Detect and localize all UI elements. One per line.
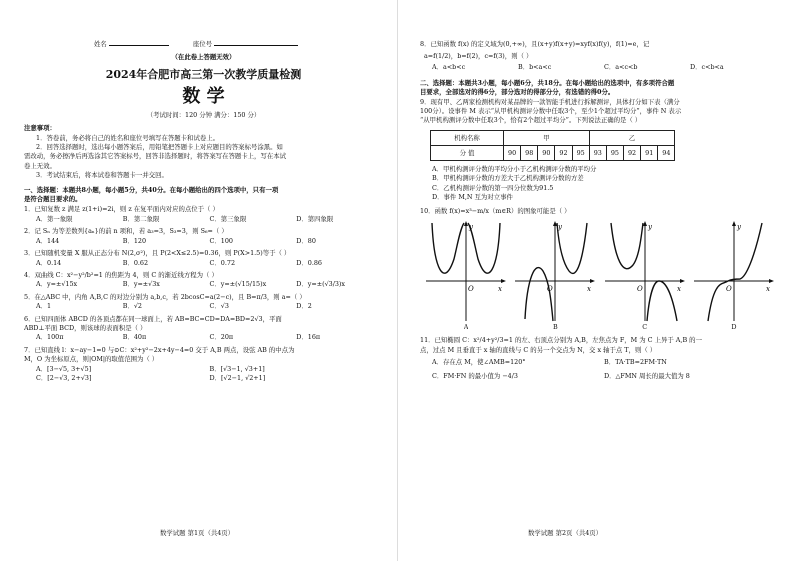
q11-options-row (420, 372, 776, 381)
question-stem: 4．双曲线 C：x²−y²/b²=1 的焦距为 4，则 C 的渐近线方程为（ ） (24, 270, 218, 279)
graph-label: B (552, 322, 558, 331)
question-stem: 7．已知直线 l：x−ay−1=0 与⊙C：x²+y²−2x+4y−4=0 交于 A,B 两点，设弦 AB 的中点为 (24, 345, 295, 354)
question (24, 346, 383, 384)
graph-a (424, 219, 508, 332)
option: A．第一象限 (36, 214, 73, 223)
name-label: 姓名 (94, 40, 107, 48)
q8-options (420, 63, 776, 72)
options-row (24, 259, 383, 268)
option: A．[3−√5, 3+√5] (36, 364, 92, 373)
graph-label: C (642, 322, 648, 331)
table-row (431, 145, 675, 160)
y-axis-label: y (647, 222, 652, 231)
section2-line: 二、选择题：本题共3小题，每小题6分，共18分。在每小题给出的选项中，有多项符合题 (420, 78, 675, 87)
notice-title: 注意事项： (24, 124, 56, 133)
options-row (24, 365, 383, 374)
option: A．a<b<c (432, 63, 466, 72)
table-cell: 98 (521, 145, 538, 160)
question-stem-cont: ABD⊥平面 BCD，则该球的表面积是（ ） (24, 323, 147, 332)
y-axis-label: y (558, 222, 563, 231)
graph-b (513, 219, 597, 332)
graph-label: D (731, 322, 737, 331)
question (24, 205, 383, 224)
options-row (24, 374, 383, 383)
score-table (430, 130, 675, 161)
graph-d-svg (692, 219, 776, 323)
table-header: 乙 (589, 130, 675, 145)
option: B．40π (122, 333, 147, 342)
option: D．0.86 (296, 258, 322, 267)
name-blank (109, 45, 169, 46)
q11-stem: 11．已知椭圆 C：x²/4+y²/3=1 的左、右顶点分别为 A,B，左焦点为 F，M 为 C 上异于 A,B 的一 (420, 336, 702, 345)
origin-label: O (636, 284, 643, 293)
option: D．y=±(√3/3)x (296, 280, 346, 289)
question-stem: 5．在△ABC 中，内角 A,B,C 的对边分别为 a,b,c，若 2bcosC=a(2−c)，且 B=π/3，则 a=（ ） (24, 292, 306, 301)
option: D．80 (296, 236, 316, 245)
subject-title: 数 学 (182, 85, 225, 107)
q8-stem2: a=f(1/2)，b=f(2)，c=f(3)，则（ ） (424, 52, 533, 61)
notice-line: 1．答卷前，务必将自己的姓名和座位号填写在答题卡和试卷上。 (36, 133, 220, 142)
option: A．144 (36, 236, 60, 245)
table-header: 机构名称 (431, 130, 504, 145)
question-stem: 6．已知四面体 ABCD 的各顶点都在同一球面上，若 AB=BC=CD=DA=BD=2√3，平面 (24, 314, 282, 323)
question (24, 249, 383, 268)
question-stem-cont: M，O 为坐标原点，则|OM|的取值范围为（ ） (24, 355, 159, 364)
options-row (24, 302, 383, 311)
origin-label: O (468, 284, 474, 293)
option: D．第四象限 (296, 214, 334, 223)
time-info: （考试时间：120 分钟 满分：150 分） (146, 110, 261, 119)
name-seat-line (24, 40, 383, 49)
q11-options-row (420, 358, 776, 367)
option: D．事件 M,N 互为对立事件 (432, 193, 513, 202)
options-row (24, 280, 383, 289)
answer-note: （在此卷上答题无效） (171, 53, 236, 62)
x-axis-label: x (498, 284, 502, 293)
option: A．0.14 (36, 258, 62, 267)
option: B．√2 (122, 302, 142, 311)
option: A．甲机构测评分数的平均分小于乙机构测评分数的平均分 (432, 164, 597, 173)
table-cell: 95 (572, 145, 589, 160)
exam-title: 2024年合肥市高三第一次教学质量检测 (105, 67, 302, 81)
q10-graphs (424, 219, 776, 332)
graph-d (692, 219, 776, 332)
option: A．存在点 M，使∠AMB=120° (432, 358, 526, 367)
x-axis-label: x (676, 284, 681, 293)
table-cell: 93 (589, 145, 606, 160)
section1-heading (24, 186, 383, 205)
option: C．乙机构测评分数的第一四分位数为91.5 (432, 183, 554, 192)
option: C．y=±(√15/15)x (209, 280, 267, 289)
section2-heading (420, 79, 776, 98)
option: C．FM·FN 的最小值为 −4/3 (432, 371, 518, 380)
notice-line: 3．考试结束后，将本试卷和答题卡一并交回。 (36, 171, 168, 180)
notice-block (24, 124, 383, 180)
question (24, 293, 383, 312)
option: C．a<c<b (604, 63, 638, 72)
q9-line: “从甲机构测评分数中任取3个，恰有2个超过平均分”。下列说法正确的是（ ） (420, 116, 642, 125)
table-header-row (431, 130, 675, 145)
footer-right: 数学试题 第2页（共4页） (528, 529, 603, 537)
seat-label: 座位号 (192, 40, 213, 48)
table-row-label: 分 值 (431, 145, 504, 160)
left-questions (24, 205, 383, 383)
question-stem: 2．记 Sₙ 为等差数列{aₙ}的前 n 项和，若 a₃=3，S₃=3，则 S₆=（ ） (24, 227, 228, 236)
notice-line: 2．回答选择题时，选出每小题答案后，用铅笔把答题卡上对应题目的答案标号涂黑。如 (36, 143, 283, 152)
option: C．第三象限 (209, 214, 247, 223)
q9-line: 9．现有甲、乙两家检测机构对某品牌的一款智能手机进行拆解测评，具体打分如下表（满分 (420, 97, 680, 106)
graph-label: A (463, 322, 469, 331)
option: A．100π (36, 333, 64, 342)
option: C．20π (209, 333, 234, 342)
table-cell: 92 (623, 145, 640, 160)
option: B．0.62 (122, 258, 149, 267)
y-axis-label: y (469, 222, 473, 231)
option: B．TA·TB=2FM·TN (604, 358, 667, 367)
question (24, 227, 383, 246)
option: C．[2−√3, 2+√3] (36, 373, 92, 382)
table-cell: 95 (606, 145, 623, 160)
option: B．y=±√3x (122, 280, 160, 289)
question-stem: 1．已知复数 z 满足 z(1+i)=2i，则 z 在复平面内对应的点位于（ ） (24, 205, 219, 214)
question (24, 315, 383, 343)
section1-line: 一、选择题：本题共8小题，每小题5分，共40分。在每小题给出的四个选项中，只有一项 (24, 185, 279, 194)
q11 (420, 336, 776, 381)
y-axis-label: y (736, 222, 741, 231)
option: D．△FMN 周长的最大值为 8 (604, 371, 690, 380)
option: B．第二象限 (122, 214, 160, 223)
origin-label: O (547, 284, 554, 293)
table-header: 甲 (504, 130, 590, 145)
option: C．100 (209, 236, 233, 245)
option: B．甲机构测评分数的方差大于乙机构测评分数的方差 (432, 174, 584, 183)
x-axis-label: x (765, 284, 770, 293)
x-axis-label: x (587, 284, 592, 293)
table-cell: 94 (658, 145, 675, 160)
question (24, 271, 383, 290)
q9 (420, 98, 776, 203)
q8-stem: 8．已知函数 f(x) 的定义域为(0,+∞)，且(x+y)f(x+y)=xyf(x)f(y)，f(1)=e，记 (420, 40, 650, 48)
option: C．√3 (209, 302, 229, 311)
option: D．2 (296, 302, 312, 311)
q11-stem2: 点，过点 M 且垂直于 x 轴的直线与 C 的另一个交点为 N，交 x 轴于点 T，则（ ） (420, 345, 657, 354)
option: B．[√3−1, √3+1] (209, 364, 265, 373)
graph-c-svg (603, 219, 687, 323)
option: B．b<a<c (518, 63, 552, 72)
option: C．0.72 (209, 258, 236, 267)
footer-left: 数学试题 第1页（共4页） (160, 529, 235, 537)
table-cell: 91 (641, 145, 658, 160)
option: D．[√2−1, √2+1] (209, 373, 266, 382)
option: B．120 (122, 236, 147, 245)
table-cell: 90 (504, 145, 521, 160)
options-row (24, 237, 383, 246)
options-row (24, 215, 383, 224)
options-row (24, 333, 383, 342)
option: D．16π (296, 333, 321, 342)
right-page (397, 0, 794, 561)
option: A．y=±√15x (36, 280, 78, 289)
origin-label: O (725, 284, 732, 293)
notice-line: 卷上无效。 (24, 161, 56, 170)
option: A．1 (36, 302, 52, 311)
graph-c (603, 219, 687, 332)
option: D．c<b<a (690, 63, 724, 72)
q10-stem: 10．函数 f(x)=x³−m/x（m∈R）的图象可能是（ ） (420, 207, 571, 216)
question-stem: 3．已知随机变量 X 服从正态分布 N(2,σ²)，且 P(2<X≤2.5)=0.36，则 P(X>1.5)等于（ ） (24, 249, 291, 258)
seat-blank (214, 45, 298, 46)
graph-b-svg (513, 219, 597, 323)
section1-line: 是符合题目要求的。 (24, 195, 82, 204)
table-cell: 92 (555, 145, 572, 160)
section2-line: 目要求，全部选对的得6分，部分选对的得部分分，有选错的得0分。 (420, 88, 615, 97)
q9-line: 100分）。设事件 M 表示“从甲机构测评分数中任取3个，至少1个超过平均分”，事件 N 表示 (420, 107, 682, 116)
table-cell: 90 (538, 145, 555, 160)
notice-line: 需改动，务必擦净后再选涂其它答案标号，回答非选择题时，将答案写在答题卡上，写在本试 (24, 152, 287, 161)
graph-a-svg (424, 219, 508, 323)
